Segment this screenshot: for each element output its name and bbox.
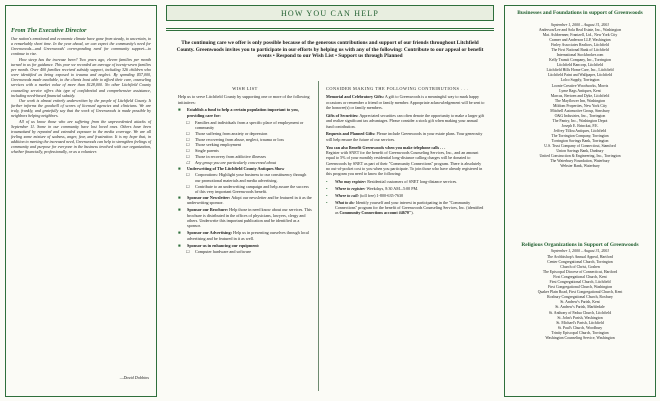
wish-item: ■ Sponsor us in enhancing our equipment: [178,242,260,248]
contributions-heading: CONSIDER MAKING THE FOLLOWING CONTRIBUTIONS . . . [326,86,469,91]
supporter-name: The Pantry, Inc., Washington Depot [552,118,608,123]
bullet-square-icon: ■ [178,107,181,113]
wish-item: ■ Sponsor our Brochure: Help those in need know about our services. This brochure is distributed in the offices of physicians, lawyers, clergy and others. Underwrite this important publication and be identified as a sponsor. [178,207,312,229]
securities-gifts: Gifts of Securities: Appreciated securities can often denote the opportunity to make a larger gift and realize significant tax advantages. Please consider a stock gift when making your annual fund contribution. [326,112,485,129]
wish-list-lead: Help us to serve Litchfield County by supporting one or more of the following initiatives: [178,94,310,105]
supporter-name: Mitchell Automotive Group, Simsbury [550,108,610,113]
bullet-square-icon: ■ [178,194,181,200]
letter-paragraph: Our work is almost entirely underwritten by the people of Litchfield County. It further informs the goodwill of scores of licensed agencies and clinicians. We are truly, frankly, and gratefully say that the work of Greenwoods is made possible by neighbors helping neighbors. [11,97,151,119]
bullet-square-icon: ■ [178,230,181,236]
supporter-name: The First National Bank of Litchfield [551,48,609,53]
supporter-name: The Episcopal Diocese of Connecticut, Hartford [542,270,618,275]
supporter-name: Church of Christ, Goshen [560,265,600,270]
supporter-name: The Archbishop's Annual Appeal, Hartford [547,255,613,259]
checkbox-icon: ☐ [186,142,190,148]
supporter-name: United Construction & Engineering, Inc., Torrington [539,154,621,159]
bullet-dot-icon: • [326,179,328,185]
wish-subitem: ☐ Single parents [186,148,219,154]
supporter-name: First Congregational Church, Litchfield [549,280,611,285]
supporter-name: Joseph E. Brinckat, P.E. [561,123,599,128]
supporter-name: U.S. Trust Company of Connecticut, Stamford [544,144,616,149]
executive-director-panel [5,5,157,397]
column-divider [318,81,319,391]
supporter-name: Torrington Savings Bank, Torrington [551,139,609,144]
contributions-column [326,86,486,217]
supporter-name: St. Michael's Parish, Litchfield [556,320,604,325]
supporter-name: Loonie Creative Woodworks, Morris [551,83,609,88]
header-bar [166,5,494,21]
phone-info-item: • Where to call: (toll free) 1-800-635-7630 [326,192,404,198]
wish-list-column [178,86,312,255]
supporter-name: St. Andrew's Parish, Kent [560,300,600,305]
supporter-name: Webster Bank, Waterbury [560,164,600,169]
bullet-square-icon: ■ [178,207,181,213]
checkbox-icon: ☐ [186,136,190,142]
checkbox-icon: ☐ [186,172,190,178]
wish-item: ■ Establish a fund to help a certain population important to you, providing care for: [178,107,299,118]
phone-info-item: • Where to register: Weekdays, 8:30 AM.–5:00 PM. [326,186,419,191]
divider [166,28,494,29]
businesses-dates: September 1, 2000 – August 31, 2001 [550,23,610,27]
wish-subitem: ☐ Those suffering from anxiety or depression [186,130,268,136]
wish-item: ■ Sponsor our Newsletter: Adopt our newsletter and be featured in it as the underwriting sponsor. [178,194,312,206]
wish-subitem: ☐ Computer hardware and software [186,249,251,255]
businesses-list [507,28,653,169]
director-letter-title: From The Executive Director [11,27,87,34]
supporter-name: The Mayflower Inn, Washington [554,98,606,103]
supporter-name: Marcus, Bertoen and Dyke, Litchfield [550,93,610,98]
telephone-benefit: You can also Benefit Greenwoods when you make telephone calls . . . Register with SNET for the benefit of Greenwoods Counseling Services, Inc., and an amount equal to 5% of your monthly residential long-distance calling charges will be donated to Greenwoods by SNET as part of their "Community Connections" program. There is absolutely no out-of-pocket cost to you when you participate. To join those who have already registered in this program you need to know the following: [326,144,483,177]
wish-subitem: ☐ Those seeking employment [186,142,242,148]
supporter-name: St. John's Parish, Washington [557,315,603,320]
checkbox-icon: ☐ [186,249,190,255]
supporter-name: Mildom Properties, New York City [552,103,608,108]
supporter-name: Trinity Episcopal Church, Torrington [551,330,609,335]
phone-info-item: • Who may register: Residential customers of SNET long-distance services. [326,179,458,185]
planned-gifts: Bequests and Planned Gifts: Please include Greenwoods in your estate plans. Your generosity will help ensure the future of our services. [326,131,483,142]
checkbox-icon: ☐ [186,148,190,154]
checkbox-icon: ☐ [186,159,190,165]
supporter-name: Litchfield Paint and Wallpaper, Litchfield [547,73,613,78]
supporter-name: Litchfield Hills Home Care, Inc., Litchfield [546,68,614,73]
supporter-name: Anderson/Lee and Sola Real Estate, Inc., Washington [538,28,622,32]
supporters-panel [504,5,656,397]
bullet-dot-icon: • [326,192,328,198]
supporter-name: O&G Industries, Inc., Torrington [554,113,606,118]
checkbox-icon: ☐ [186,119,190,125]
supporter-name: First Congregational Church, Washington [547,285,613,290]
religious-heading: Religious Organizations in Support of Greenwoods [521,242,639,248]
supporter-name: Quaker Plain Road, First Congregational Church, Kent [537,290,623,295]
wish-item: ■ Underwriting of The Litchfield County Antiques Show [178,165,285,171]
supporter-name: Litchfield Bancorp, Litchfield [556,63,604,68]
supporter-name: St. Paul's Church, Woodbury [557,325,603,330]
supporter-name: Center Congregational Church, Torrington [547,260,613,265]
checkbox-icon: ☐ [186,130,190,136]
wish-subitem: ☐ Those recovering from abuse, neglect, trauma or loss [186,136,284,142]
supporter-name: The Torrington Company, Torrington [551,133,609,138]
page-title: HOW YOU CAN HELP [280,9,380,18]
wish-item: ■ Sponsor our Advertising: Help us in presenting ourselves through local advertising and be featured in it as well. [178,230,309,241]
businesses-heading: Businesses and Foundations in support of Greenwoods [517,10,643,16]
wish-list-heading: WISH LIST [232,86,258,91]
religious-list [507,255,653,341]
supporter-name: Cramer and Anderson LLP, Washington [549,38,611,43]
wish-subitem: ☐ Families and individuals from a specific place of employment or community [186,119,304,130]
wish-subitem: ☐ Corporations: Highlight your business to our constituency through our promotional materials and media advertising. [186,172,307,183]
divider [166,30,494,31]
phone-info-item: • What to do: Identify yourself and your interest in participating in the "Community Connections" program for the benefit of Greenwoods Counseling Services, Inc. (identified as Community Connections account #4670"). [326,199,484,216]
supporter-name: Jeffrey Tillou Antiques, Litchfield [553,128,607,133]
director-letter-body [11,36,151,155]
supporter-name: International Stockbroker.com [556,53,604,58]
bullet-square-icon: ■ [178,242,181,248]
director-signature: —David Dobbins [119,375,149,380]
supporter-name: St. Anthony of Padua Church, Litchfield [548,310,612,315]
bullet-dot-icon: • [326,186,328,191]
checkbox-icon: ☐ [186,183,190,189]
wish-subitem: ☐ Any group you are particularly concerned about [186,159,277,165]
supporter-name: The Waterbury Foundation, Waterbury [550,159,610,164]
supporter-name: Union Savings Bank, Danbury [556,149,604,154]
supporter-name: Washington Counseling Service, Washington [545,335,615,340]
religious-dates: September 1, 2000 – August 31, 2001 [550,249,610,253]
supporter-name: St. Andrew's Parish, Marbledale [555,305,605,310]
supporter-name: Lyme Rags Antiques, Kent [559,88,601,93]
checkbox-icon: ☐ [186,153,190,159]
wish-subitem: ☐ Those in recovery from addictive illnesses [186,153,267,159]
letter-paragraph: How steep has the increase been? Two years ago, eleven families per month turned to us for guidance. This year we recorded an average of twenty-seven families per month. Over 400 families received subsidy support, including 326 children who were identified as being exposed to trauma and neglect. By spending $57,000, Greenwoods made available, to the clients least able to afford their care, counseling services with a market value of more than $128,000. No other Litchfield County counseling service offers this type of confidential and comprehensive assistance, including need-based financial subsidy. [11,56,151,98]
bullet-dot-icon: • [326,199,328,205]
letter-paragraph: Our nation's emotional and economic climate have gone from steady, to uncertain, to a remarkably short time. In the year ahead, we can expect the community's need for Greenwoods—and Greenwoods' corresponding need for community support—to continue to rise. [11,36,151,57]
memorial-gifts: Memorial and Celebratory Gifts: A gift to Greenwoods is a meaningful way to mark happy occasions or remember a friend or family member. Appropriate acknowledgement will be sent to the honoree(s) or family members. [326,94,485,111]
letter-paragraph: All of us know those who are suffering from the unprecedented attacks of September 11. Some in our community have lost loved ones. Others have been traumatized by repeated and extended exposure to the media coverage. We are all feeling some mixture of sadness, anger, fear, and frustration. It is my hope that, in addition to meeting the increased need, Greenwoods can help to strengthen feelings of community and purpose for everyone in the business involved with our organization, whether financially, professionally, or as a volunteer. [11,118,151,155]
supporter-name: Mat. Ashbrenner, Frantzell, Ltd., New York City [542,33,618,38]
bullet-square-icon: ■ [178,165,181,171]
intro-text: The continuing care we offer is only possible because of the generous contributions and support of our friends throughout Litchfield County. Greenwoods invites you to participate in our efforts by helping us with any of the following: Contribute to our appeal or benefit events • Respond to our Wish List • Support us through Planned [176,40,484,60]
how-you-can-help-panel [166,5,494,397]
wish-subitem: ☐ Contribute to an underwriting campaign and help assure the success of this very important Greenwoods benefit. [186,183,309,195]
supporter-name: Lolco Supply, Torrington [560,78,600,83]
supporter-name: First Congregational Church, Kent [553,275,607,280]
supporter-name: Roxbury Congregational Church, Roxbury [547,295,613,300]
supporter-name: Finley Associates Realtors, Litchfield [551,43,609,48]
supporter-name: Kelly Transit Company, Inc., Torrington [549,58,611,63]
